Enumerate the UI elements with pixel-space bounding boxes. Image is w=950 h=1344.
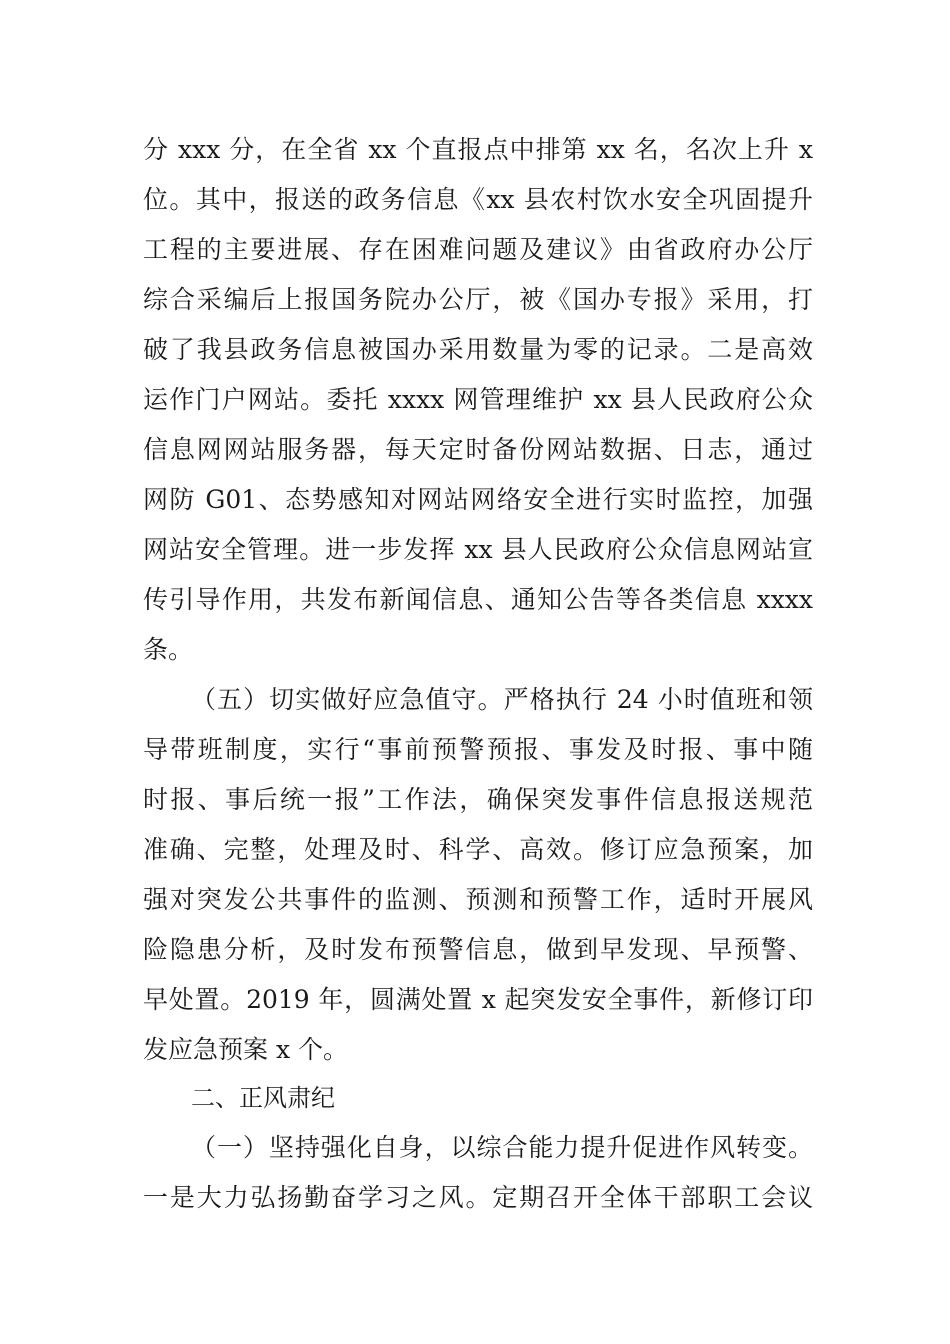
- section-heading: 二、正风肃纪: [191, 1084, 335, 1112]
- paragraph-line: 分 xxx 分，在全省 xx 个直报点中排第 xx 名，名次上升 x: [143, 135, 813, 164]
- paragraph-line: 信息网网站服务器，每天定时备份网站数据、日志，通过: [143, 435, 813, 464]
- paragraph-line: 工程的主要进展、存在困难问题及建议》由省政府办公厅: [143, 235, 813, 264]
- paragraph-last-line: 条。: [143, 635, 194, 664]
- paragraph-line: 网站安全管理。进一步发挥 xx 县人民政府公众信息网站宣: [143, 535, 813, 564]
- paragraph-line: 网防 G01、态势感知对网站网络安全进行实时监控，加强: [143, 485, 813, 514]
- paragraph-line: 早处置。2019 年，圆满处置 x 起突发安全事件，新修订印: [143, 985, 813, 1014]
- paragraph-first-line: （五）切实做好应急值守。严格执行 24 小时值班和领: [191, 685, 813, 714]
- paragraph-line: 位。其中，报送的政务信息《xx 县农村饮水安全巩固提升: [143, 185, 813, 214]
- paragraph-line: 导带班制度，实行“事前预警预报、事发及时报、事中随: [143, 735, 813, 764]
- paragraph-line: 一是大力弘扬勤奋学习之风。定期召开全体干部职工会议: [143, 1183, 813, 1212]
- paragraph-line: 强对突发公共事件的监测、预测和预警工作，适时开展风: [143, 885, 813, 914]
- paragraph-line: 准确、完整，处理及时、科学、高效。修订应急预案，加: [143, 835, 813, 864]
- paragraph-first-line: （一）坚持强化自身，以综合能力提升促进作风转变。: [191, 1133, 813, 1162]
- paragraph-line: 时报、事后统一报”工作法，确保突发事件信息报送规范: [143, 785, 813, 814]
- paragraph-line: 综合采编后上报国务院办公厅，被《国办专报》采用，打: [143, 285, 813, 314]
- paragraph-last-line: 发应急预案 x 个。: [143, 1035, 348, 1064]
- paragraph-line: 破了我县政务信息被国办采用数量为零的记录。二是高效: [143, 335, 813, 364]
- paragraph-line: 传引导作用，共发布新闻信息、通知公告等各类信息 xxxx: [143, 585, 813, 614]
- paragraph-line: 险隐患分析，及时发布预警信息，做到早发现、早预警、: [143, 935, 813, 964]
- paragraph-line: 运作门户网站。委托 xxxx 网管理维护 xx 县人民政府公众: [143, 385, 813, 414]
